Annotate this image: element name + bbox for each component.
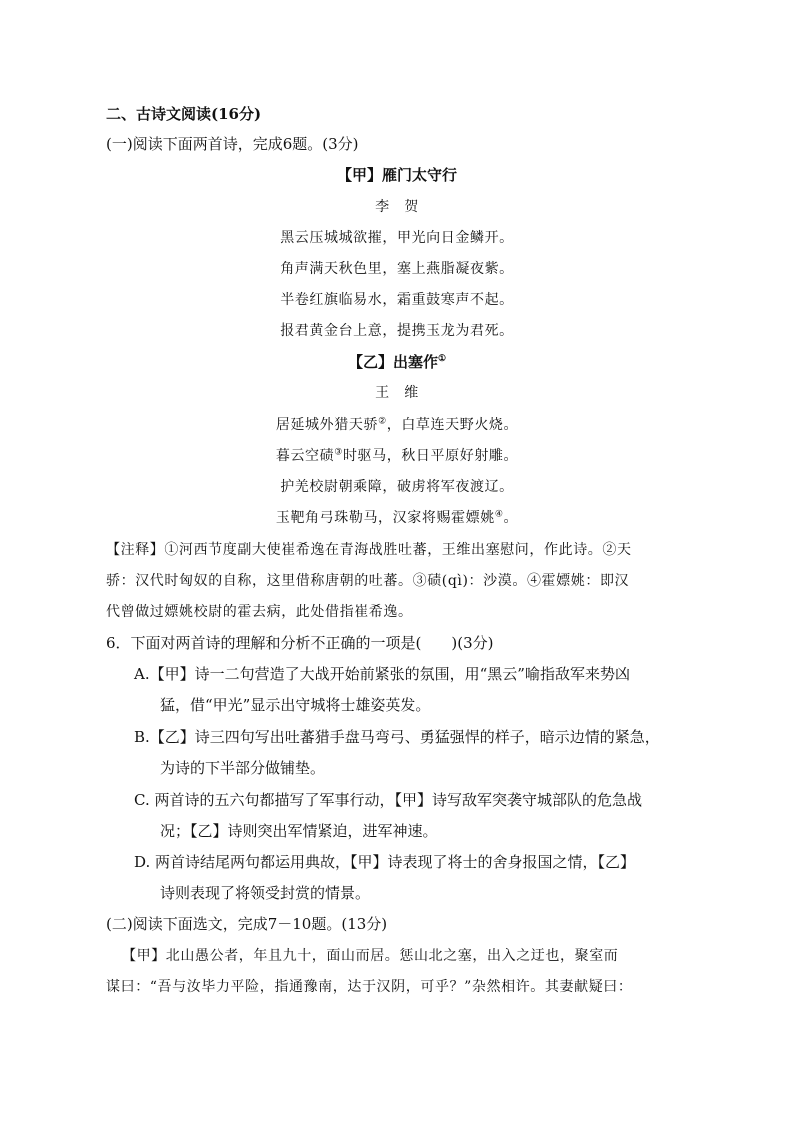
poem-a-line-2: 角声满天秋色里，塞上燕脂凝夜紫。 xyxy=(280,261,514,277)
option-a-line-1: A.【甲】诗一二句营造了大战开始前紧张的氛围，用“黑云”喻指敌军来势凶 xyxy=(134,665,630,683)
option-c-line-2: 况；【乙】诗则突出军情紧迫，进军神速。 xyxy=(160,822,438,840)
poem-b-line-4-b: 。 xyxy=(503,510,519,526)
poem-b-line-2 xyxy=(0,446,794,466)
poem-b-line-2-a: 暮云空碛 xyxy=(275,448,335,464)
poem-b-line-4 xyxy=(0,508,794,528)
poem-b-line-3: 护羌校尉朝乘障，破虏将军夜渡辽。 xyxy=(280,479,514,495)
passage-line-1: 【甲】北山愚公者，年且九十，面山而居。惩山北之塞，出入之迂也，聚室而 xyxy=(122,948,619,964)
option-c-line-1: C. 两首诗的五六句都描写了军事行动，【甲】诗写敌军突袭守城部队的危急战 xyxy=(134,791,642,809)
part2-instruction: (二)阅读下面选文，完成7－10题。(13分) xyxy=(106,915,388,933)
notes-line-1: 【注释】①河西节度副大使崔希逸在青海战胜吐蕃，王维出塞慰问，作此诗。②天 xyxy=(106,542,632,558)
poem-b-author: 王 维 xyxy=(375,385,419,401)
poem-a-line-4: 报君黄金台上意，提携玉龙为君死。 xyxy=(280,323,514,339)
poem-a-title: 【甲】雁门太守行 xyxy=(336,166,457,184)
option-b-line-1: B.【乙】诗三四句写出吐蕃猎手盘马弯弓、勇猛强悍的样子，暗示边情的紧急， xyxy=(134,728,660,746)
part1-instruction: (一)阅读下面两首诗，完成6题。(3分) xyxy=(106,135,359,153)
poem-b-title xyxy=(0,352,794,372)
option-d-line-1: D. 两首诗结尾两句都运用典故，【甲】诗表现了将士的舍身报国之情，【乙】 xyxy=(134,853,636,871)
footnote-mark-3: ③ xyxy=(334,447,343,458)
footnote-mark-4: ④ xyxy=(494,509,504,520)
question-6: 6．下面对两首诗的理解和分析不正确的一项是( )(3分) xyxy=(106,634,494,652)
poem-b-line-4-a: 玉靶角弓珠勒马，汉家将赐霍嫖姚 xyxy=(275,510,495,526)
poem-b-line-2-b: 时驱马，秋日平原好射雕。 xyxy=(342,448,519,464)
section-title: 二、古诗文阅读(16分) xyxy=(106,105,262,123)
poem-b-line-1-b: ，白草连天野火烧。 xyxy=(386,417,519,433)
notes-line-3: 代曾做过嫖姚校尉的霍去病，此处借指崔希逸。 xyxy=(106,604,413,620)
notes-line-2: 骄：汉代时匈奴的自称，这里借称唐朝的吐蕃。③碛(qì)：沙漠。④霍嫖姚：即汉 xyxy=(106,573,630,589)
poem-a-author: 李 贺 xyxy=(375,199,419,215)
poem-a-line-3: 半卷红旗临易水，霜重鼓寒声不起。 xyxy=(280,292,514,308)
passage-line-2: 谋曰：“吾与汝毕力平险，指通豫南，达于汉阴，可乎？”杂然相许。其妻献疑曰： xyxy=(106,979,633,995)
poem-b-title-text: 【乙】出塞作 xyxy=(347,353,438,371)
poem-b-line-1 xyxy=(0,415,794,435)
option-b-line-2: 为诗的下半部分做铺垫。 xyxy=(160,759,326,777)
footnote-mark-1: ① xyxy=(437,354,447,364)
option-d-line-2: 诗则表现了将领受封赏的情景。 xyxy=(160,884,371,902)
poem-b-line-1-a: 居延城外猎天骄 xyxy=(275,417,379,433)
poem-a-line-1: 黑云压城城欲摧，甲光向日金鳞开。 xyxy=(280,230,514,246)
footnote-mark-2: ② xyxy=(378,416,387,427)
option-a-line-2: 猛，借“甲光”显示出守城将士雄姿英发。 xyxy=(160,696,431,714)
